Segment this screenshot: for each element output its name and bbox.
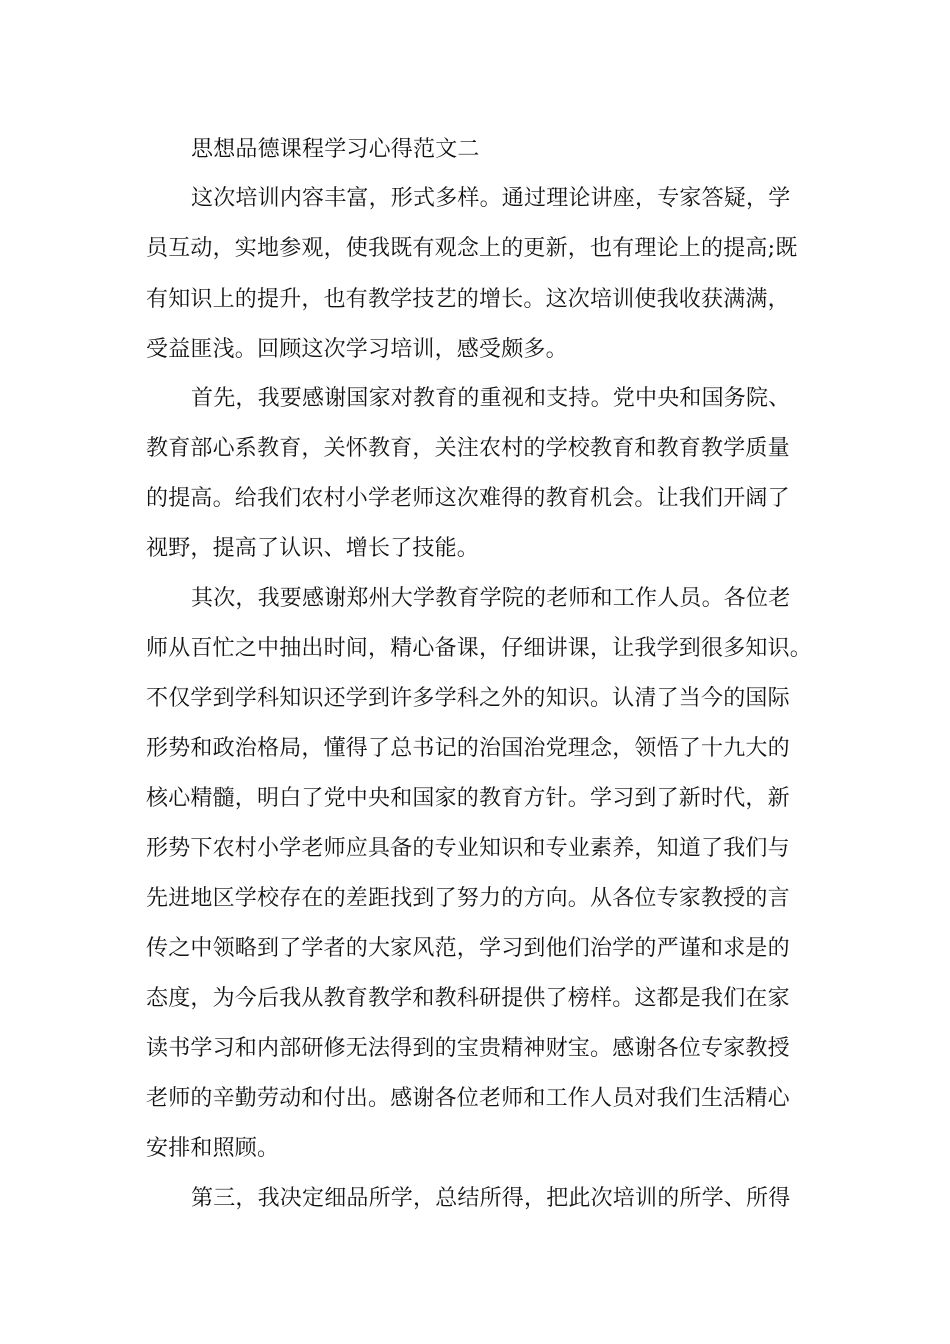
document-title: 思想品德课程学习心得范文二	[191, 137, 480, 162]
text-line: 老师的辛勤劳动和付出。感谢各位老师和工作人员对我们生活精心	[146, 1086, 790, 1111]
text-line: 传之中领略到了学者的大家风范，学习到他们治学的严谨和求是的	[146, 936, 790, 961]
text-line: 的提高。给我们农村小学老师这次难得的教育机会。让我们开阔了	[146, 486, 790, 511]
text-line: 安排和照顾。	[146, 1136, 280, 1161]
text-line: 员互动，实地参观，使我既有观念上的更新，也有理论上的提高;既	[146, 236, 798, 261]
text-line: 先进地区学校存在的差距找到了努力的方向。从各位专家教授的言	[146, 886, 790, 911]
text-line: 受益匪浅。回顾这次学习培训，感受颇多。	[146, 337, 568, 362]
text-line: 教育部心系教育，关怀教育，关注农村的学校教育和教育教学质量	[146, 436, 790, 461]
text-line: 其次，我要感谢郑州大学教育学院的老师和工作人员。各位老	[191, 586, 791, 611]
text-line: 不仅学到学科知识还学到许多学科之外的知识。认清了当今的国际	[146, 686, 790, 711]
text-line: 形势下农村小学老师应具备的专业知识和专业素养，知道了我们与	[146, 836, 790, 861]
text-line: 首先，我要感谢国家对教育的重视和支持。党中央和国务院、	[191, 386, 791, 411]
text-line: 形势和政治格局，懂得了总书记的治国治党理念，领悟了十九大的	[146, 736, 790, 761]
text-line: 核心精髓，明白了党中央和国家的教育方针。学习到了新时代，新	[146, 786, 790, 811]
text-line: 这次培训内容丰富，形式多样。通过理论讲座，专家答疑，学	[191, 186, 791, 211]
text-line: 态度，为今后我从教育教学和教科研提供了榜样。这都是我们在家	[146, 986, 790, 1011]
text-line: 师从百忙之中抽出时间，精心备课，仔细讲课，让我学到很多知识。	[146, 636, 813, 661]
text-line: 有知识上的提升，也有教学技艺的增长。这次培训使我收获满满，	[146, 287, 790, 312]
text-line: 第三，我决定细品所学，总结所得，把此次培训的所学、所得	[191, 1186, 791, 1211]
text-line: 读书学习和内部研修无法得到的宝贵精神财宝。感谢各位专家教授	[146, 1036, 790, 1061]
text-line: 视野，提高了认识、增长了技能。	[146, 536, 480, 561]
